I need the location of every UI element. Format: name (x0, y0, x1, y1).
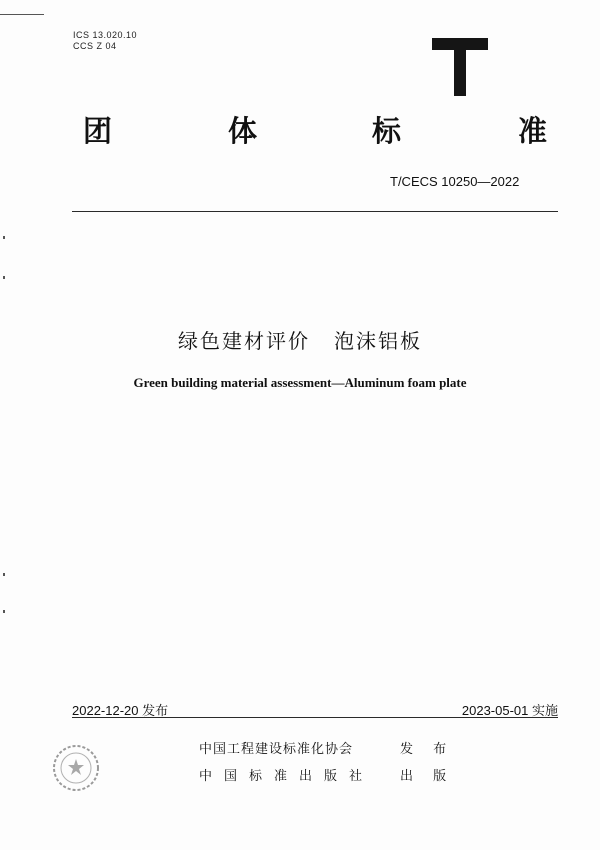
ccs-code: CCS Z 04 (73, 41, 117, 51)
english-title: Green building material assessment—Aluminum foam plate (133, 375, 467, 390)
margin-mark (3, 573, 5, 576)
publisher-name: 中国工程建设标准化协会 (199, 742, 354, 757)
issue-date: 2022-12-20 发布 (72, 703, 169, 718)
chinese-title (0, 325, 600, 354)
standard-type-char: 准 (518, 114, 548, 148)
standard-type-char: 团 (83, 114, 113, 148)
standard-type-emblem (432, 38, 488, 96)
header-divider (72, 211, 558, 212)
margin-mark (3, 276, 5, 279)
ics-code: ICS 13.020.10 (73, 30, 138, 40)
emblem-t-stem (454, 48, 466, 96)
standard-type-char: 标 (372, 114, 402, 148)
margin-mark (3, 610, 5, 613)
official-seal-icon (50, 742, 102, 794)
chinese-title-sub: 泡沫铝板 (334, 329, 422, 353)
standard-number: T/CECS 10250—2022 (390, 174, 520, 189)
margin-mark (3, 236, 5, 239)
footer-divider (72, 717, 558, 718)
publisher-role: 发 布 (400, 742, 455, 757)
publisher-role: 出 版 (400, 769, 455, 784)
implementation-date: 2023-05-01 实施 (461, 703, 558, 718)
scan-edge-rule (0, 14, 44, 15)
standard-type-char: 体 (228, 114, 258, 148)
publisher-name: 中国标准出版社 (199, 769, 375, 784)
chinese-title-main: 绿色建材评价 (178, 329, 310, 353)
